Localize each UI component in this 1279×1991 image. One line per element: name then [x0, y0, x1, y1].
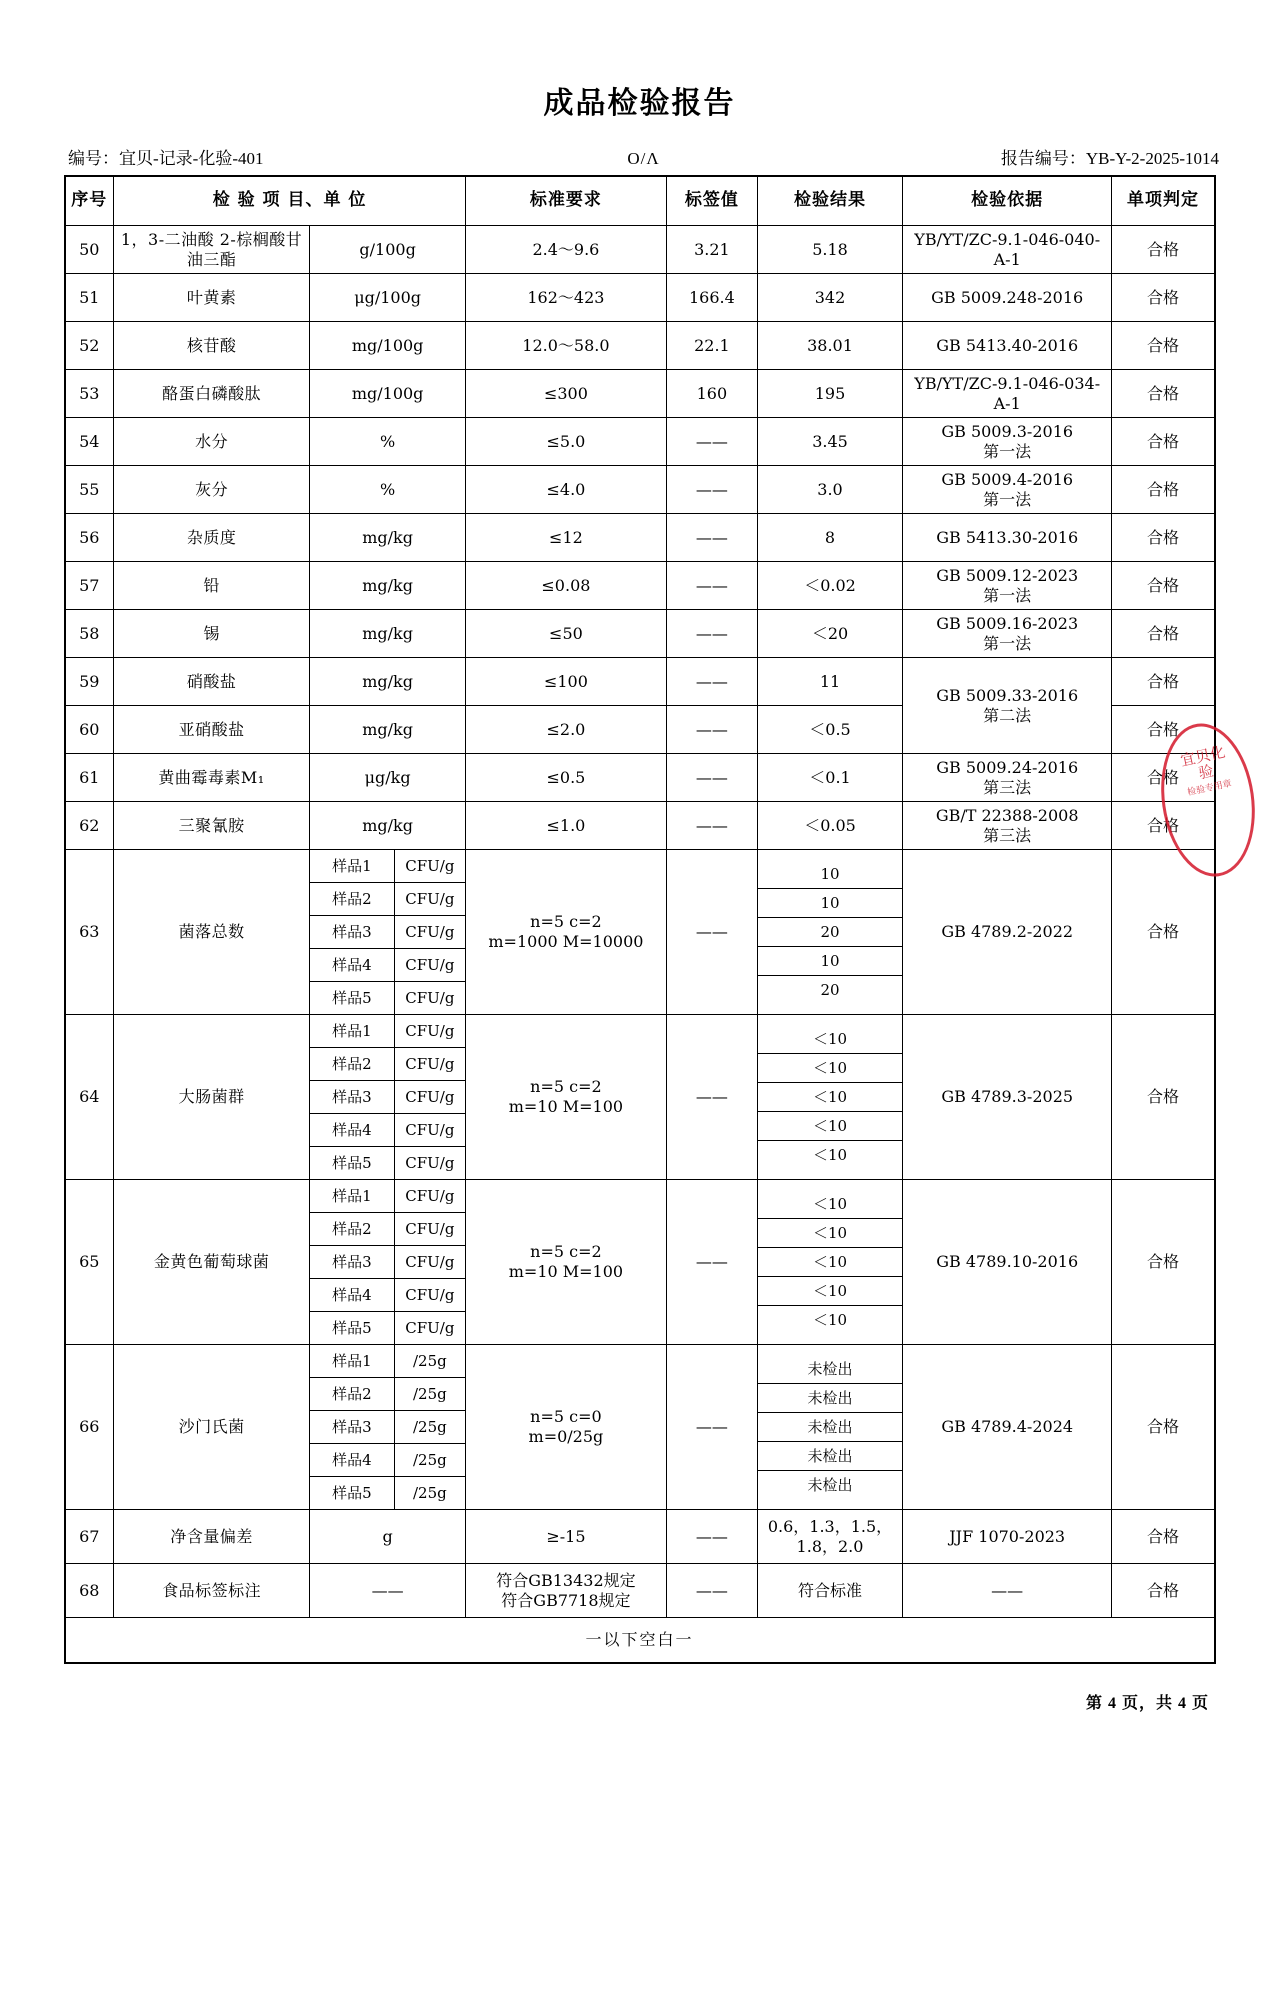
cell-item-name: 水分	[114, 418, 310, 466]
cell-standard: 162～423	[466, 274, 667, 322]
cell-standard: ≤0.5	[466, 754, 667, 802]
cell-unit: mg/kg	[310, 562, 466, 610]
sample-unit: CFU/g	[394, 1114, 465, 1147]
meta-row	[0, 144, 1279, 169]
blank-note-row	[65, 1618, 1215, 1664]
report-number-value: YB-Y-2-2025-1014	[1085, 149, 1219, 168]
cell-unit: mg/kg	[310, 658, 466, 706]
cell-index: 53	[65, 370, 114, 418]
table-row	[65, 1180, 1215, 1345]
cell-unit: mg/kg	[310, 610, 466, 658]
sample-result: ＜10	[758, 1112, 902, 1141]
cell-item-name: 食品标签标注	[114, 1564, 310, 1618]
blank-note: 一以下空白一	[65, 1618, 1215, 1664]
cell-label-value: ——	[666, 1510, 757, 1564]
report-page	[0, 78, 1279, 1991]
sample-unit: CFU/g	[394, 1180, 465, 1213]
cell-result: 8	[758, 514, 903, 562]
cell-result: 38.01	[758, 322, 903, 370]
cell-basis: GB 5009.24-2016 第三法	[902, 754, 1111, 802]
sample-unit: /25g	[394, 1411, 465, 1444]
sample-unit: CFU/g	[394, 1279, 465, 1312]
cell-result: 0.6，1.3，1.5，1.8，2.0	[758, 1510, 903, 1564]
cell-result: 342	[758, 274, 903, 322]
table-row	[65, 1015, 1215, 1180]
sample-label: 样品3	[310, 1246, 394, 1279]
cell-label-value: 22.1	[666, 322, 757, 370]
document-number-value: 宜贝-记录-化验-401	[119, 149, 264, 168]
cell-judgement: 合格	[1112, 706, 1215, 754]
sample-result: 20	[820, 981, 840, 999]
table-row	[65, 1564, 1215, 1618]
sample-result: ＜10	[758, 1025, 902, 1054]
sample-unit: CFU/g	[405, 1318, 455, 1337]
stamp-text-main: 宜贝化验	[1178, 742, 1227, 783]
sample-label: 样品2	[310, 1378, 394, 1411]
cell-standard: ≤12	[466, 514, 667, 562]
cell-basis: GB/T 22388-2008 第三法	[902, 802, 1111, 850]
page-title: 成品检验报告	[543, 86, 736, 121]
cell-item-name: 金黄色葡萄球菌	[114, 1180, 310, 1345]
table-row	[65, 562, 1215, 610]
cell-judgement: 合格	[1112, 1564, 1215, 1618]
cell-index: 56	[65, 514, 114, 562]
cell-judgement: 合格	[1112, 418, 1215, 466]
sample-label: 样品5	[310, 1312, 394, 1345]
sample-unit: CFU/g	[405, 1153, 455, 1172]
cell-standard: ≤50	[466, 610, 667, 658]
cell-judgement: 合格	[1112, 1180, 1215, 1345]
cell-index: 68	[65, 1564, 114, 1618]
cell-index: 55	[65, 466, 114, 514]
cell-standard: n=5 c=2 m=10 M=100	[466, 1015, 667, 1180]
report-number	[889, 144, 1219, 169]
sample-label: 样品2	[310, 883, 394, 916]
cell-item-name: 三聚氰胺	[114, 802, 310, 850]
cell-basis: GB 4789.10-2016	[902, 1180, 1111, 1345]
sample-label: 样品5	[310, 1147, 394, 1180]
cell-result: ＜0.02	[758, 562, 903, 610]
sample-result: 10	[758, 889, 902, 918]
cell-label-value: ——	[666, 1564, 757, 1618]
cell-judgement: 合格	[1112, 226, 1215, 274]
sample-result: 10	[758, 947, 902, 976]
sample-unit: CFU/g	[394, 1048, 465, 1081]
cell-unit: mg/100g	[310, 370, 466, 418]
cell-basis: GB 5009.16-2023 第一法	[902, 610, 1111, 658]
cell-index: 62	[65, 802, 114, 850]
cell-basis: GB 5413.30-2016	[902, 514, 1111, 562]
cell-label-value: ——	[666, 1180, 757, 1345]
cell-unit: mg/kg	[310, 802, 466, 850]
cell-item-name: 核苷酸	[114, 322, 310, 370]
cell-label-value: ——	[666, 418, 757, 466]
cell-judgement: 合格	[1112, 610, 1215, 658]
sample-result: 未检出	[758, 1355, 902, 1384]
cell-unit: mg/kg	[310, 514, 466, 562]
cell-judgement: 合格	[1112, 1015, 1215, 1180]
sample-unit-group	[310, 850, 466, 1015]
table-row	[65, 370, 1215, 418]
cell-unit: mg/100g	[310, 322, 466, 370]
cell-item-name: 叶黄素	[114, 274, 310, 322]
sample-label: 样品4	[310, 949, 394, 982]
cell-unit: ——	[310, 1564, 466, 1618]
cell-judgement: 合格	[1112, 658, 1215, 706]
sample-result: 未检出	[758, 1413, 902, 1442]
sample-unit: /25g	[394, 1378, 465, 1411]
sample-result: ＜10	[812, 1146, 848, 1164]
cell-result: ＜0.5	[758, 706, 903, 754]
cell-index: 60	[65, 706, 114, 754]
cell-item-name: 大肠菌群	[114, 1015, 310, 1180]
table-row	[65, 754, 1215, 802]
cell-item-name: 铅	[114, 562, 310, 610]
cell-result: 5.18	[758, 226, 903, 274]
header-item: 检 验 项 目、单 位	[114, 176, 466, 226]
cell-label-value: 3.21	[666, 226, 757, 274]
cell-index: 66	[65, 1345, 114, 1510]
table-row	[65, 322, 1215, 370]
sample-results-group	[758, 850, 903, 1015]
sample-unit: CFU/g	[394, 883, 465, 916]
cell-item-name: 1，3-二油酸 2-棕榈酸甘油三酯	[114, 226, 310, 274]
sample-unit: CFU/g	[394, 916, 465, 949]
sample-unit: CFU/g	[394, 1246, 465, 1279]
cell-label-value: ——	[666, 466, 757, 514]
cell-label-value: ——	[666, 850, 757, 1015]
center-code: O/Λ	[627, 149, 660, 168]
cell-index: 54	[65, 418, 114, 466]
cell-standard: ≤5.0	[466, 418, 667, 466]
cell-result: 11	[758, 658, 903, 706]
sample-unit: /25g	[394, 1444, 465, 1477]
cell-standard: 符合GB13432规定 符合GB7718规定	[466, 1564, 667, 1618]
cell-item-name: 杂质度	[114, 514, 310, 562]
cell-item-name: 灰分	[114, 466, 310, 514]
cell-basis: GB 5009.3-2016 第一法	[902, 418, 1111, 466]
cell-basis: GB 5413.40-2016	[902, 322, 1111, 370]
sample-label: 样品4	[310, 1444, 394, 1477]
cell-standard: ≤2.0	[466, 706, 667, 754]
table-body	[65, 226, 1215, 1664]
sample-result: ＜10	[812, 1311, 848, 1329]
cell-item-name: 黄曲霉毒素M₁	[114, 754, 310, 802]
cell-item-name: 硝酸盐	[114, 658, 310, 706]
cell-result: ＜0.1	[758, 754, 903, 802]
cell-judgement: 合格	[1112, 1510, 1215, 1564]
table-row	[65, 418, 1215, 466]
cell-judgement: 合格	[1112, 754, 1215, 802]
sample-result: ＜10	[758, 1054, 902, 1083]
sample-result: 20	[758, 918, 902, 947]
sample-label: 样品2	[310, 1048, 394, 1081]
cell-basis: GB 4789.2-2022	[902, 850, 1111, 1015]
cell-basis: GB 4789.4-2024	[902, 1345, 1111, 1510]
sample-label: 样品3	[310, 1081, 394, 1114]
cell-item-name: 沙门氏菌	[114, 1345, 310, 1510]
sample-result: 未检出	[807, 1476, 853, 1494]
sample-result: ＜10	[758, 1219, 902, 1248]
cell-standard: n=5 c=0 m=0/25g	[466, 1345, 667, 1510]
cell-standard: 2.4～9.6	[466, 226, 667, 274]
table-row	[65, 514, 1215, 562]
cell-label-value: 160	[666, 370, 757, 418]
sample-results-group	[758, 1015, 903, 1180]
cell-basis: GB 5009.248-2016	[902, 274, 1111, 322]
cell-item-name: 净含量偏差	[114, 1510, 310, 1564]
sample-label: 样品1	[310, 1345, 394, 1378]
sample-unit: CFU/g	[394, 850, 465, 883]
cell-judgement: 合格	[1112, 370, 1215, 418]
stamp-text-sub: 检验专用章	[1186, 778, 1233, 798]
cell-unit: g	[310, 1510, 466, 1564]
table-row	[65, 658, 1215, 706]
cell-basis: GB 5009.33-2016 第二法	[902, 658, 1111, 754]
cell-judgement: 合格	[1112, 514, 1215, 562]
header-basis: 检验依据	[902, 176, 1111, 226]
sample-result: ＜10	[758, 1083, 902, 1112]
cell-label-value: ——	[666, 1015, 757, 1180]
sample-unit-group	[310, 1015, 466, 1180]
header-result: 检验结果	[758, 176, 903, 226]
table-row	[65, 226, 1215, 274]
cell-standard: n=5 c=2 m=10 M=100	[466, 1180, 667, 1345]
sample-unit-group	[310, 1180, 466, 1345]
cell-result: ＜0.05	[758, 802, 903, 850]
cell-label-value: ——	[666, 706, 757, 754]
sample-label: 样品2	[310, 1213, 394, 1246]
sample-unit: /25g	[413, 1483, 447, 1502]
sample-results-group	[758, 1345, 903, 1510]
sample-label: 样品5	[310, 982, 394, 1015]
sample-label: 样品4	[310, 1279, 394, 1312]
cell-unit: %	[310, 466, 466, 514]
cell-basis: JJF 1070-2023	[902, 1510, 1111, 1564]
sample-unit: CFU/g	[394, 1081, 465, 1114]
cell-label-value: ——	[666, 562, 757, 610]
sample-unit: CFU/g	[394, 949, 465, 982]
cell-judgement: 合格	[1112, 322, 1215, 370]
cell-label-value: ——	[666, 802, 757, 850]
cell-standard: n=5 c=2 m=1000 M=10000	[466, 850, 667, 1015]
cell-basis: YB/YT/ZC-9.1-046-040-A-1	[902, 226, 1111, 274]
cell-index: 51	[65, 274, 114, 322]
cell-label-value: 166.4	[666, 274, 757, 322]
cell-index: 61	[65, 754, 114, 802]
cell-item-name: 亚硝酸盐	[114, 706, 310, 754]
table-row	[65, 610, 1215, 658]
cell-index: 57	[65, 562, 114, 610]
table-row	[65, 466, 1215, 514]
cell-label-value: ——	[666, 1345, 757, 1510]
cell-standard: ≤1.0	[466, 802, 667, 850]
cell-index: 52	[65, 322, 114, 370]
sample-unit: CFU/g	[394, 1015, 465, 1048]
cell-label-value: ——	[666, 514, 757, 562]
table-row	[65, 1510, 1215, 1564]
cell-result: 3.45	[758, 418, 903, 466]
cell-item-name: 菌落总数	[114, 850, 310, 1015]
sample-result: 未检出	[758, 1384, 902, 1413]
report-number-label: 报告编号：	[1000, 149, 1086, 168]
table-header-row	[65, 176, 1215, 226]
cell-index: 65	[65, 1180, 114, 1345]
cell-label-value: ——	[666, 610, 757, 658]
cell-standard: ≤0.08	[466, 562, 667, 610]
sample-unit: CFU/g	[394, 1213, 465, 1246]
cell-standard: ≥-15	[466, 1510, 667, 1564]
cell-basis: GB 5009.12-2023 第一法	[902, 562, 1111, 610]
cell-result: 3.0	[758, 466, 903, 514]
cell-standard: 12.0～58.0	[466, 322, 667, 370]
cell-basis: GB 5009.4-2016 第一法	[902, 466, 1111, 514]
cell-basis: GB 4789.3-2025	[902, 1015, 1111, 1180]
sample-results-group	[758, 1180, 903, 1345]
cell-basis: YB/YT/ZC-9.1-046-034-A-1	[902, 370, 1111, 418]
header-standard: 标准要求	[466, 176, 667, 226]
cell-index: 58	[65, 610, 114, 658]
sample-unit: /25g	[394, 1345, 465, 1378]
sample-result: ＜10	[758, 1190, 902, 1219]
cell-label-value: ——	[666, 754, 757, 802]
cell-result: 195	[758, 370, 903, 418]
cell-unit: mg/kg	[310, 706, 466, 754]
cell-item-name: 锡	[114, 610, 310, 658]
cell-result: ＜20	[758, 610, 903, 658]
cell-label-value: ——	[666, 658, 757, 706]
sample-result: 10	[758, 860, 902, 889]
sample-label: 样品3	[310, 1411, 394, 1444]
cell-unit: μg/kg	[310, 754, 466, 802]
cell-standard: ≤100	[466, 658, 667, 706]
sample-label: 样品3	[310, 916, 394, 949]
sample-label: 样品5	[310, 1477, 394, 1510]
cell-index: 64	[65, 1015, 114, 1180]
sample-unit: CFU/g	[405, 988, 455, 1007]
cell-item-name: 酪蛋白磷酸肽	[114, 370, 310, 418]
cell-judgement: 合格	[1112, 850, 1215, 1015]
sample-result: ＜10	[758, 1248, 902, 1277]
header-index: 序号	[65, 176, 114, 226]
sample-label: 样品1	[310, 1180, 394, 1213]
cell-unit: μg/100g	[310, 274, 466, 322]
cell-index: 63	[65, 850, 114, 1015]
cell-unit: %	[310, 418, 466, 466]
table-row	[65, 274, 1215, 322]
cell-judgement: 合格	[1112, 1345, 1215, 1510]
cell-result: 符合标准	[758, 1564, 903, 1618]
cell-index: 67	[65, 1510, 114, 1564]
table-row	[65, 802, 1215, 850]
sample-label: 样品1	[310, 1015, 394, 1048]
header-judgement: 单项判定	[1112, 176, 1215, 226]
document-number-label: 编号：	[68, 149, 119, 168]
table-row	[65, 1345, 1215, 1510]
cell-unit: g/100g	[310, 226, 466, 274]
header-label-value: 标签值	[666, 176, 757, 226]
cell-basis: ——	[902, 1564, 1111, 1618]
page-footer: 第 4 页，共 4 页	[1085, 1695, 1209, 1712]
document-number	[68, 144, 398, 169]
cell-standard: ≤300	[466, 370, 667, 418]
cell-index: 50	[65, 226, 114, 274]
sample-label: 样品4	[310, 1114, 394, 1147]
sample-unit-group	[310, 1345, 466, 1510]
sample-result: ＜10	[758, 1277, 902, 1306]
cell-standard: ≤4.0	[466, 466, 667, 514]
cell-index: 59	[65, 658, 114, 706]
inspection-table	[64, 175, 1216, 1664]
cell-judgement: 合格	[1112, 466, 1215, 514]
cell-judgement: 合格	[1112, 802, 1215, 850]
sample-label: 样品1	[310, 850, 394, 883]
sample-result: 未检出	[758, 1442, 902, 1471]
cell-judgement: 合格	[1112, 562, 1215, 610]
table-row	[65, 850, 1215, 1015]
cell-judgement: 合格	[1112, 274, 1215, 322]
